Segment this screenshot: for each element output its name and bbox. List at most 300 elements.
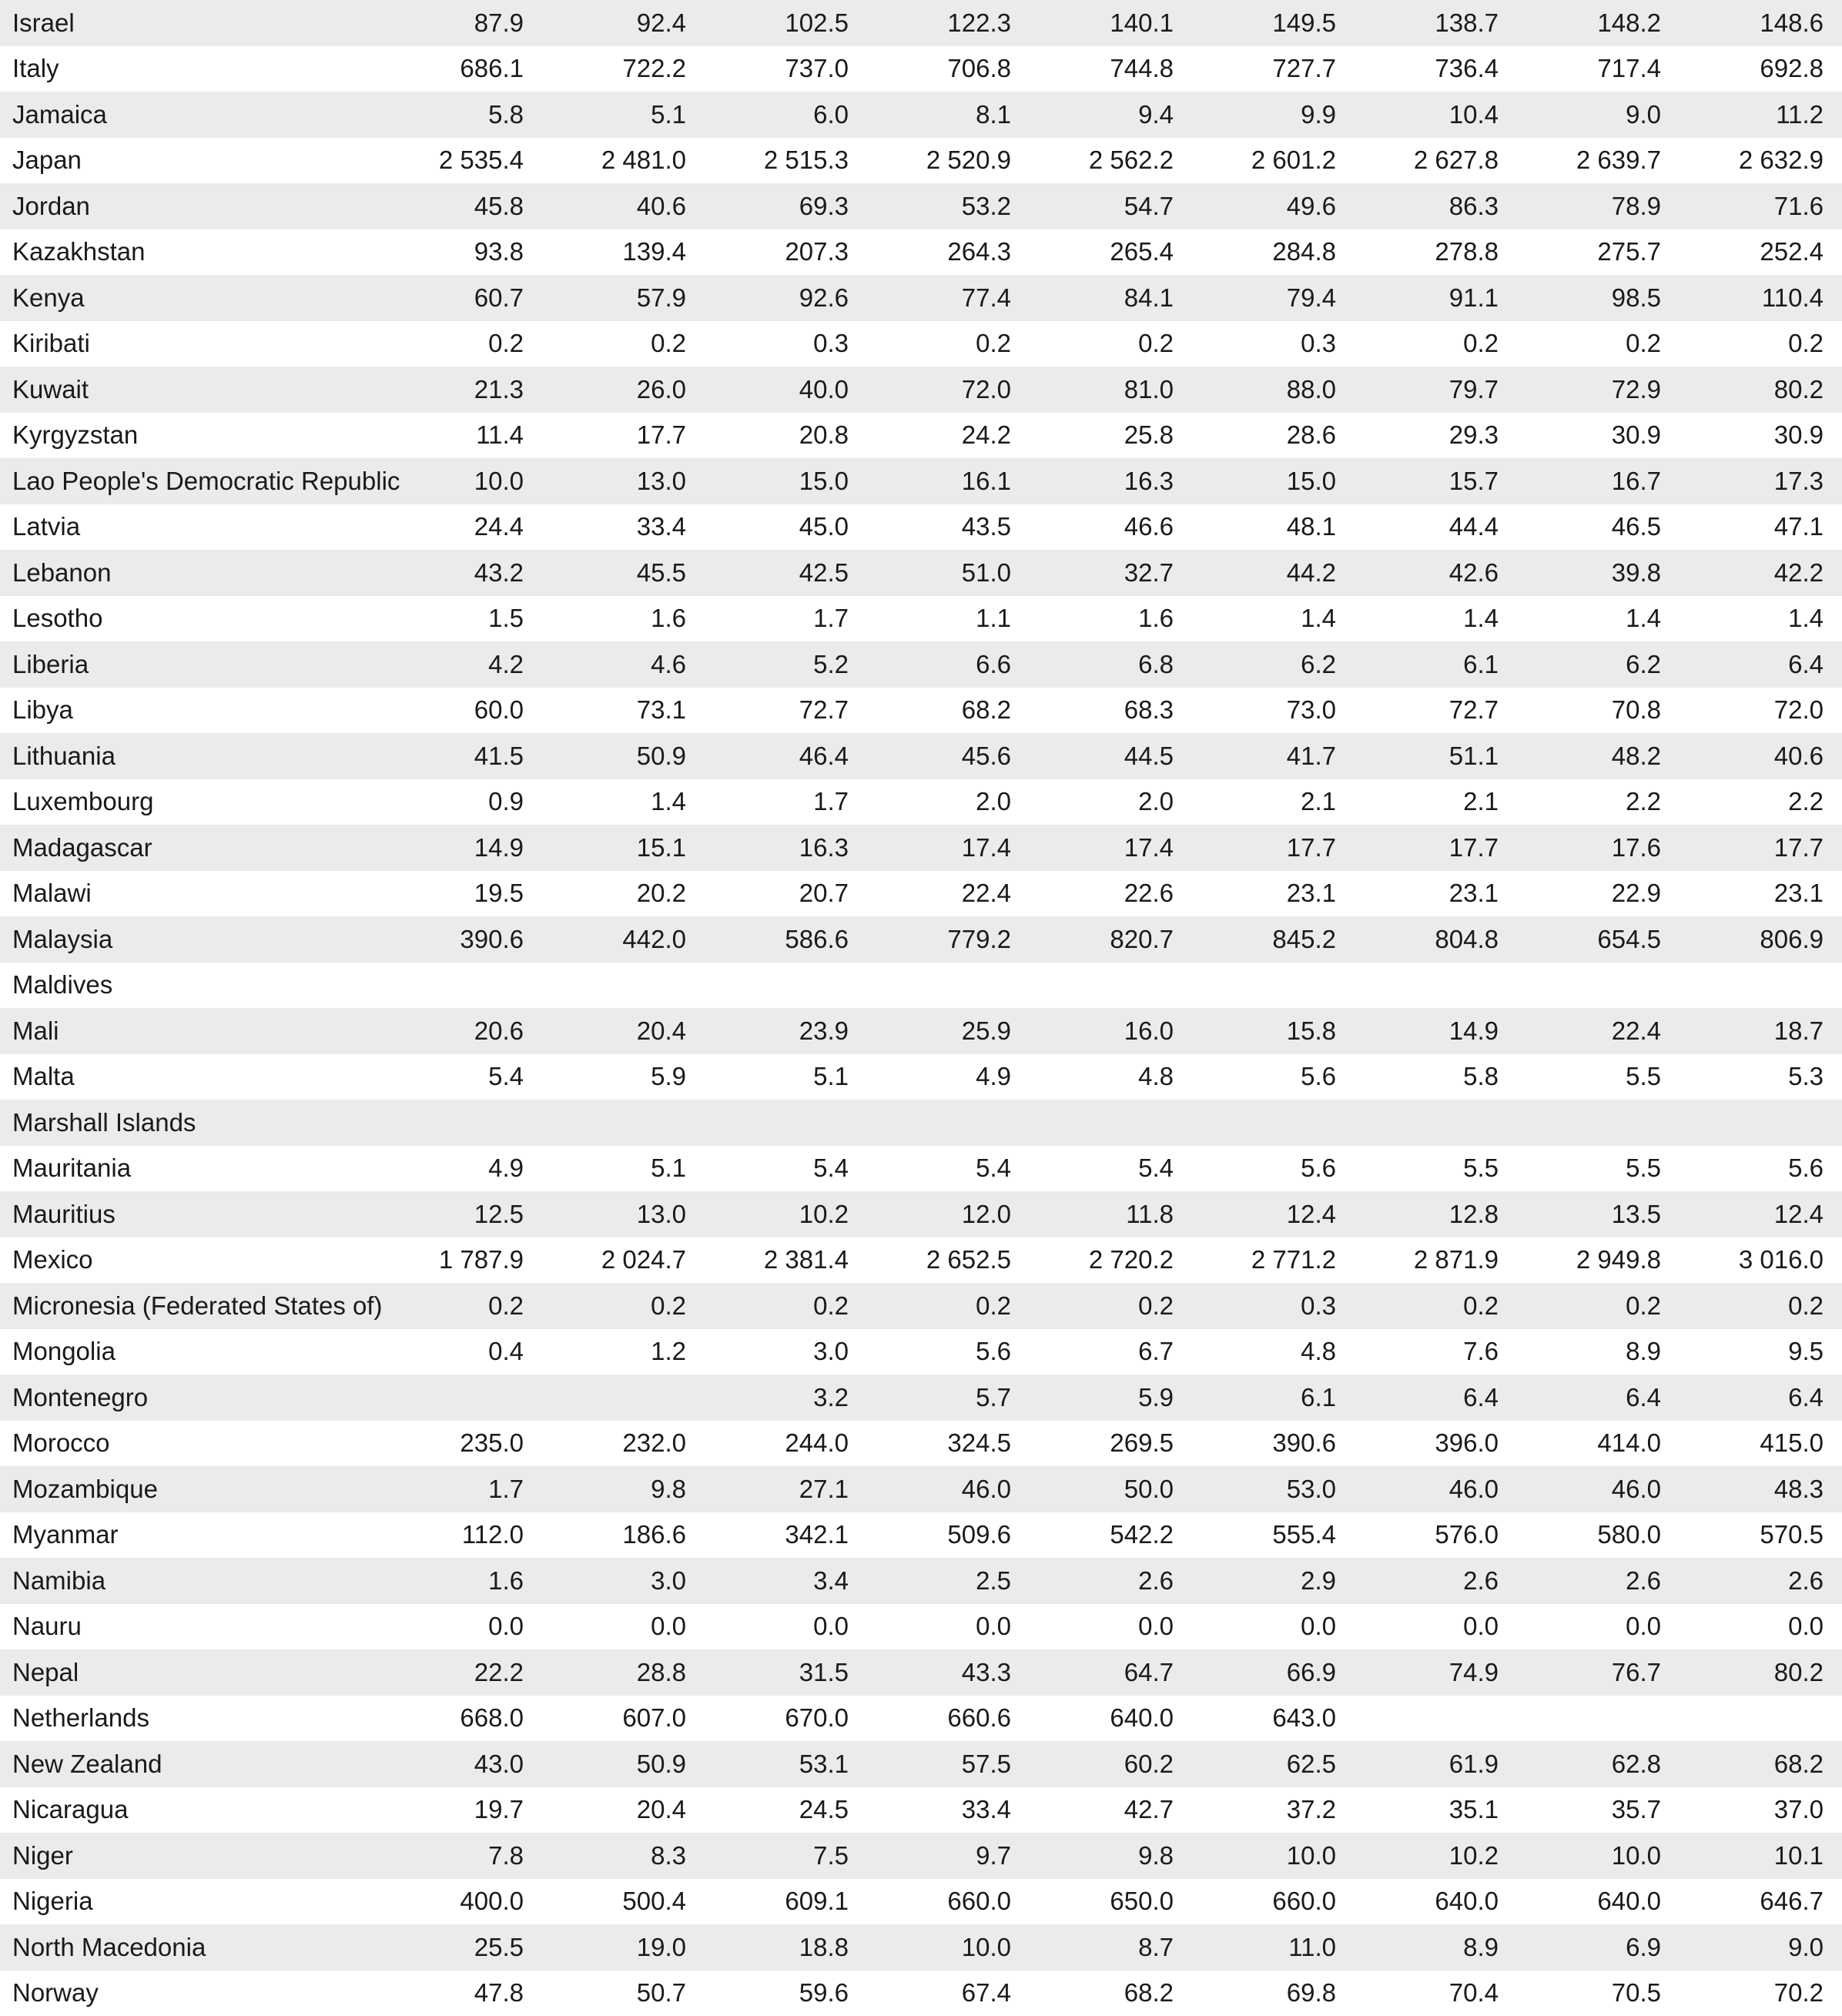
value-cell: 62.5 <box>1192 1741 1355 1787</box>
value-cell: 53.2 <box>867 183 1030 229</box>
value-cell: 72.7 <box>705 688 867 734</box>
value-cell: 1.6 <box>1030 596 1192 642</box>
table-row <box>0 1696 1842 1742</box>
value-cell: 17.4 <box>1030 825 1192 871</box>
value-cell: 48.2 <box>1517 733 1680 779</box>
value-cell: 607.0 <box>542 1696 705 1742</box>
value-cell: 46.0 <box>1355 1466 1517 1512</box>
table-row <box>0 0 1842 46</box>
value-cell: 9.5 <box>1680 1329 1842 1375</box>
value-cell: 45.0 <box>705 504 867 551</box>
value-cell: 5.1 <box>705 1054 867 1100</box>
value-cell: 33.4 <box>542 504 705 551</box>
value-cell <box>1030 1100 1192 1146</box>
value-cell: 2 627.8 <box>1355 138 1517 184</box>
value-cell: 138.7 <box>1355 0 1517 46</box>
value-cell: 102.5 <box>705 0 867 46</box>
value-cell: 1 787.9 <box>380 1237 542 1284</box>
country-name-cell: Mauritius <box>0 1191 380 1237</box>
value-cell: 7.6 <box>1355 1329 1517 1375</box>
value-cell: 717.4 <box>1517 46 1680 92</box>
value-cell: 28.6 <box>1192 413 1355 459</box>
value-cell <box>380 1100 542 1146</box>
country-name-cell: Lithuania <box>0 733 380 779</box>
value-cell: 2 639.7 <box>1517 138 1680 184</box>
value-cell: 0.0 <box>867 1604 1030 1650</box>
table-row <box>0 963 1842 1009</box>
country-name-cell: Nauru <box>0 1604 380 1650</box>
value-cell: 69.3 <box>705 183 867 229</box>
country-name-cell: Mozambique <box>0 1466 380 1512</box>
value-cell: 640.0 <box>1517 1879 1680 1925</box>
value-cell: 29.3 <box>1355 413 1517 459</box>
country-name-cell: Libya <box>0 688 380 734</box>
value-cell: 660.0 <box>867 1879 1030 1925</box>
value-cell: 22.4 <box>867 871 1030 917</box>
country-name-cell: Kenya <box>0 275 380 321</box>
value-cell: 10.4 <box>1355 92 1517 138</box>
value-cell: 660.0 <box>1192 1879 1355 1925</box>
table-row <box>0 779 1842 825</box>
value-cell: 0.2 <box>1517 321 1680 367</box>
value-cell: 71.6 <box>1680 183 1842 229</box>
value-cell: 43.0 <box>380 1741 542 1787</box>
value-cell: 70.5 <box>1517 1971 1680 2016</box>
value-cell: 5.8 <box>1355 1054 1517 1100</box>
value-cell: 668.0 <box>380 1696 542 1742</box>
value-cell: 67.4 <box>867 1971 1030 2016</box>
value-cell: 23.1 <box>1355 871 1517 917</box>
value-cell: 5.3 <box>1680 1054 1842 1100</box>
value-cell: 2 481.0 <box>542 138 705 184</box>
value-cell: 2.0 <box>1030 779 1192 825</box>
table-row <box>0 1191 1842 1237</box>
value-cell: 64.7 <box>1030 1649 1192 1696</box>
value-cell: 3 016.0 <box>1680 1237 1842 1284</box>
value-cell: 2 024.7 <box>542 1237 705 1284</box>
value-cell: 4.6 <box>542 641 705 688</box>
table-row <box>0 1604 1842 1650</box>
country-name-cell: Mauritania <box>0 1146 380 1192</box>
value-cell: 23.9 <box>705 1008 867 1054</box>
value-cell: 45.5 <box>542 550 705 596</box>
value-cell: 555.4 <box>1192 1512 1355 1559</box>
value-cell: 40.6 <box>1680 733 1842 779</box>
value-cell: 0.2 <box>1030 1283 1192 1329</box>
value-cell: 40.0 <box>705 367 867 413</box>
value-cell: 10.0 <box>1192 1833 1355 1879</box>
value-cell: 72.0 <box>867 367 1030 413</box>
value-cell: 25.8 <box>1030 413 1192 459</box>
value-cell: 643.0 <box>1192 1696 1355 1742</box>
value-cell: 12.4 <box>1192 1191 1355 1237</box>
table-row <box>0 1741 1842 1787</box>
value-cell: 57.9 <box>542 275 705 321</box>
value-cell: 45.8 <box>380 183 542 229</box>
value-cell <box>1680 1696 1842 1742</box>
value-cell: 43.2 <box>380 550 542 596</box>
table-row <box>0 183 1842 229</box>
value-cell: 41.7 <box>1192 733 1355 779</box>
value-cell: 0.2 <box>1517 1283 1680 1329</box>
value-cell: 11.8 <box>1030 1191 1192 1237</box>
value-cell: 12.8 <box>1355 1191 1517 1237</box>
value-cell: 640.0 <box>1355 1879 1517 1925</box>
table-row <box>0 1466 1842 1512</box>
country-name-cell: Malaysia <box>0 916 380 963</box>
country-name-cell: Latvia <box>0 504 380 551</box>
country-name-cell: Norway <box>0 1971 380 2016</box>
value-cell: 42.2 <box>1680 550 1842 596</box>
value-cell: 50.9 <box>542 733 705 779</box>
value-cell: 9.9 <box>1192 92 1355 138</box>
value-cell: 5.4 <box>705 1146 867 1192</box>
value-cell: 232.0 <box>542 1421 705 1467</box>
value-cell: 20.4 <box>542 1787 705 1833</box>
table-row <box>0 596 1842 642</box>
table-row <box>0 825 1842 871</box>
value-cell: 84.1 <box>1030 275 1192 321</box>
value-cell: 54.7 <box>1030 183 1192 229</box>
value-cell: 1.4 <box>1355 596 1517 642</box>
table-row <box>0 1649 1842 1696</box>
value-cell <box>1030 963 1192 1009</box>
value-cell: 4.9 <box>867 1054 1030 1100</box>
value-cell: 6.1 <box>1355 641 1517 688</box>
value-cell: 5.2 <box>705 641 867 688</box>
value-cell: 15.7 <box>1355 458 1517 504</box>
value-cell: 10.2 <box>1355 1833 1517 1879</box>
value-cell: 60.7 <box>380 275 542 321</box>
table-row <box>0 321 1842 367</box>
value-cell: 0.2 <box>705 1283 867 1329</box>
value-cell: 37.2 <box>1192 1787 1355 1833</box>
value-cell: 692.8 <box>1680 46 1842 92</box>
value-cell: 654.5 <box>1517 916 1680 963</box>
value-cell: 2 535.4 <box>380 138 542 184</box>
value-cell: 53.1 <box>705 1741 867 1787</box>
value-cell: 0.2 <box>1030 321 1192 367</box>
value-cell: 2 562.2 <box>1030 138 1192 184</box>
value-cell: 186.6 <box>542 1512 705 1559</box>
value-cell: 42.7 <box>1030 1787 1192 1833</box>
value-cell: 6.2 <box>1517 641 1680 688</box>
value-cell: 5.6 <box>867 1329 1030 1375</box>
table-row <box>0 871 1842 917</box>
value-cell: 2 601.2 <box>1192 138 1355 184</box>
value-cell: 414.0 <box>1517 1421 1680 1467</box>
value-cell: 15.0 <box>705 458 867 504</box>
value-cell: 6.4 <box>1355 1375 1517 1421</box>
value-cell: 542.2 <box>1030 1512 1192 1559</box>
value-cell: 14.9 <box>1355 1008 1517 1054</box>
value-cell: 1.7 <box>705 596 867 642</box>
country-name-cell: Malta <box>0 1054 380 1100</box>
value-cell: 2 771.2 <box>1192 1237 1355 1284</box>
value-cell: 148.2 <box>1517 0 1680 46</box>
country-name-cell: Niger <box>0 1833 380 1879</box>
value-cell: 722.2 <box>542 46 705 92</box>
value-cell <box>1192 963 1355 1009</box>
value-cell: 0.2 <box>1355 321 1517 367</box>
value-cell: 73.0 <box>1192 688 1355 734</box>
value-cell: 81.0 <box>1030 367 1192 413</box>
table-row <box>0 1329 1842 1375</box>
value-cell: 77.4 <box>867 275 1030 321</box>
value-cell: 61.9 <box>1355 1741 1517 1787</box>
value-cell: 9.4 <box>1030 92 1192 138</box>
value-cell: 1.6 <box>380 1558 542 1604</box>
value-cell: 8.9 <box>1517 1329 1680 1375</box>
country-name-cell: Jordan <box>0 183 380 229</box>
value-cell: 35.7 <box>1517 1787 1680 1833</box>
value-cell: 22.6 <box>1030 871 1192 917</box>
value-cell: 0.3 <box>1192 321 1355 367</box>
value-cell: 0.0 <box>705 1604 867 1650</box>
table-row <box>0 1054 1842 1100</box>
value-cell <box>867 963 1030 1009</box>
value-cell: 19.5 <box>380 871 542 917</box>
value-cell: 112.0 <box>380 1512 542 1559</box>
value-cell: 5.9 <box>1030 1375 1192 1421</box>
value-cell: 24.2 <box>867 413 1030 459</box>
value-cell: 744.8 <box>1030 46 1192 92</box>
value-cell: 640.0 <box>1030 1696 1192 1742</box>
value-cell: 44.5 <box>1030 733 1192 779</box>
value-cell: 40.6 <box>542 183 705 229</box>
value-cell: 20.6 <box>380 1008 542 1054</box>
country-name-cell: Maldives <box>0 963 380 1009</box>
value-cell: 0.3 <box>1192 1283 1355 1329</box>
value-cell: 0.0 <box>1192 1604 1355 1650</box>
value-cell: 0.0 <box>542 1604 705 1650</box>
value-cell: 2 871.9 <box>1355 1237 1517 1284</box>
country-name-cell: Lao People's Democratic Republic <box>0 458 380 504</box>
value-cell: 686.1 <box>380 46 542 92</box>
country-name-cell: Netherlands <box>0 1696 380 1742</box>
value-cell: 47.8 <box>380 1971 542 2016</box>
value-cell <box>1355 963 1517 1009</box>
value-cell: 11.0 <box>1192 1924 1355 1971</box>
value-cell: 74.9 <box>1355 1649 1517 1696</box>
value-cell: 46.6 <box>1030 504 1192 551</box>
value-cell: 70.8 <box>1517 688 1680 734</box>
value-cell: 51.1 <box>1355 733 1517 779</box>
value-cell: 76.7 <box>1517 1649 1680 1696</box>
value-cell: 15.0 <box>1192 458 1355 504</box>
value-cell: 4.8 <box>1192 1329 1355 1375</box>
value-cell: 9.8 <box>542 1466 705 1512</box>
value-cell: 5.8 <box>380 92 542 138</box>
country-name-cell: Luxembourg <box>0 779 380 825</box>
value-cell: 2 720.2 <box>1030 1237 1192 1284</box>
value-cell: 87.9 <box>380 0 542 46</box>
value-cell: 80.2 <box>1680 367 1842 413</box>
value-cell: 51.0 <box>867 550 1030 596</box>
value-cell: 22.9 <box>1517 871 1680 917</box>
country-name-cell: Madagascar <box>0 825 380 871</box>
country-name-cell: Nigeria <box>0 1879 380 1925</box>
value-cell: 16.3 <box>1030 458 1192 504</box>
value-cell: 25.9 <box>867 1008 1030 1054</box>
value-cell: 650.0 <box>1030 1879 1192 1925</box>
value-cell: 0.0 <box>1680 1604 1842 1650</box>
table-row <box>0 504 1842 551</box>
table-row <box>0 138 1842 184</box>
value-cell: 17.7 <box>1355 825 1517 871</box>
table-row <box>0 1512 1842 1559</box>
value-cell: 400.0 <box>380 1879 542 1925</box>
value-cell: 68.2 <box>1680 1741 1842 1787</box>
country-name-cell: Marshall Islands <box>0 1100 380 1146</box>
value-cell: 31.5 <box>705 1649 867 1696</box>
country-name-cell: Italy <box>0 46 380 92</box>
value-cell: 2 520.9 <box>867 138 1030 184</box>
country-name-cell: Mali <box>0 1008 380 1054</box>
value-cell: 2.6 <box>1355 1558 1517 1604</box>
value-cell: 12.4 <box>1680 1191 1842 1237</box>
table-row <box>0 641 1842 688</box>
country-name-cell: Japan <box>0 138 380 184</box>
value-cell: 670.0 <box>705 1696 867 1742</box>
value-cell: 609.1 <box>705 1879 867 1925</box>
value-cell: 59.6 <box>705 1971 867 2016</box>
table-row <box>0 1787 1842 1833</box>
value-cell: 0.2 <box>380 321 542 367</box>
country-name-cell: Montenegro <box>0 1375 380 1421</box>
value-cell: 16.0 <box>1030 1008 1192 1054</box>
value-cell: 570.5 <box>1680 1512 1842 1559</box>
country-name-cell: Israel <box>0 0 380 46</box>
value-cell: 4.8 <box>1030 1054 1192 1100</box>
value-cell: 43.3 <box>867 1649 1030 1696</box>
value-cell: 78.9 <box>1517 183 1680 229</box>
value-cell: 53.0 <box>1192 1466 1355 1512</box>
value-cell: 2.2 <box>1680 779 1842 825</box>
value-cell: 278.8 <box>1355 229 1517 276</box>
value-cell: 48.3 <box>1680 1466 1842 1512</box>
value-cell: 9.0 <box>1517 92 1680 138</box>
value-cell: 20.7 <box>705 871 867 917</box>
value-cell: 1.4 <box>1517 596 1680 642</box>
value-cell: 35.1 <box>1355 1787 1517 1833</box>
value-cell: 26.0 <box>542 367 705 413</box>
value-cell: 5.4 <box>867 1146 1030 1192</box>
value-cell: 72.7 <box>1355 688 1517 734</box>
value-cell: 10.1 <box>1680 1833 1842 1879</box>
value-cell: 73.1 <box>542 688 705 734</box>
country-name-cell: Lesotho <box>0 596 380 642</box>
value-cell: 8.3 <box>542 1833 705 1879</box>
value-cell: 13.0 <box>542 458 705 504</box>
value-cell: 806.9 <box>1680 916 1842 963</box>
value-cell: 2 515.3 <box>705 138 867 184</box>
value-cell: 6.4 <box>1680 641 1842 688</box>
value-cell <box>1192 1100 1355 1146</box>
value-cell: 122.3 <box>867 0 1030 46</box>
value-cell: 5.4 <box>380 1054 542 1100</box>
value-cell: 0.9 <box>380 779 542 825</box>
value-cell: 19.0 <box>542 1924 705 1971</box>
table-row <box>0 1146 1842 1192</box>
value-cell: 5.4 <box>1030 1146 1192 1192</box>
value-cell: 16.1 <box>867 458 1030 504</box>
value-cell: 9.0 <box>1680 1924 1842 1971</box>
value-cell: 10.0 <box>1517 1833 1680 1879</box>
value-cell: 18.7 <box>1680 1008 1842 1054</box>
value-cell: 22.2 <box>380 1649 542 1696</box>
value-cell: 92.4 <box>542 0 705 46</box>
table-row <box>0 1237 1842 1284</box>
value-cell: 6.8 <box>1030 641 1192 688</box>
table-row <box>0 1100 1842 1146</box>
value-cell: 46.0 <box>1517 1466 1680 1512</box>
value-cell: 500.4 <box>542 1879 705 1925</box>
value-cell: 1.5 <box>380 596 542 642</box>
value-cell: 706.8 <box>867 46 1030 92</box>
value-cell: 737.0 <box>705 46 867 92</box>
value-cell: 60.0 <box>380 688 542 734</box>
value-cell: 46.4 <box>705 733 867 779</box>
value-cell: 8.9 <box>1355 1924 1517 1971</box>
country-name-cell: Mongolia <box>0 1329 380 1375</box>
value-cell: 10.0 <box>380 458 542 504</box>
value-cell: 5.9 <box>542 1054 705 1100</box>
value-cell: 21.3 <box>380 367 542 413</box>
value-cell: 44.2 <box>1192 550 1355 596</box>
value-cell: 68.2 <box>867 688 1030 734</box>
value-cell: 44.4 <box>1355 504 1517 551</box>
value-cell: 1.2 <box>542 1329 705 1375</box>
value-cell <box>1680 963 1842 1009</box>
value-cell: 1.7 <box>705 779 867 825</box>
value-cell: 10.0 <box>867 1924 1030 1971</box>
value-cell: 45.6 <box>867 733 1030 779</box>
value-cell: 576.0 <box>1355 1512 1517 1559</box>
country-name-cell: Micronesia (Federated States of) <box>0 1283 380 1329</box>
table-row <box>0 1924 1842 1971</box>
value-cell: 2.9 <box>1192 1558 1355 1604</box>
value-cell: 269.5 <box>1030 1421 1192 1467</box>
value-cell: 17.7 <box>1680 825 1842 871</box>
value-cell: 2 632.9 <box>1680 138 1842 184</box>
value-cell: 244.0 <box>705 1421 867 1467</box>
value-cell: 252.4 <box>1680 229 1842 276</box>
value-cell: 47.1 <box>1680 504 1842 551</box>
value-cell: 43.5 <box>867 504 1030 551</box>
value-cell: 0.2 <box>1355 1283 1517 1329</box>
value-cell: 93.8 <box>380 229 542 276</box>
table-row <box>0 1283 1842 1329</box>
value-cell: 284.8 <box>1192 229 1355 276</box>
value-cell <box>542 1375 705 1421</box>
country-name-cell: Nepal <box>0 1649 380 1696</box>
value-cell: 5.6 <box>1192 1054 1355 1100</box>
value-cell: 5.5 <box>1517 1054 1680 1100</box>
value-cell <box>1355 1100 1517 1146</box>
value-cell <box>1517 1100 1680 1146</box>
table-row <box>0 229 1842 276</box>
value-cell: 0.2 <box>1680 1283 1842 1329</box>
value-cell: 342.1 <box>705 1512 867 1559</box>
country-name-cell: North Macedonia <box>0 1924 380 1971</box>
country-name-cell: Myanmar <box>0 1512 380 1559</box>
value-cell: 820.7 <box>1030 916 1192 963</box>
value-cell: 5.5 <box>1517 1146 1680 1192</box>
value-cell: 139.4 <box>542 229 705 276</box>
value-cell: 0.4 <box>380 1329 542 1375</box>
value-cell: 0.3 <box>705 321 867 367</box>
